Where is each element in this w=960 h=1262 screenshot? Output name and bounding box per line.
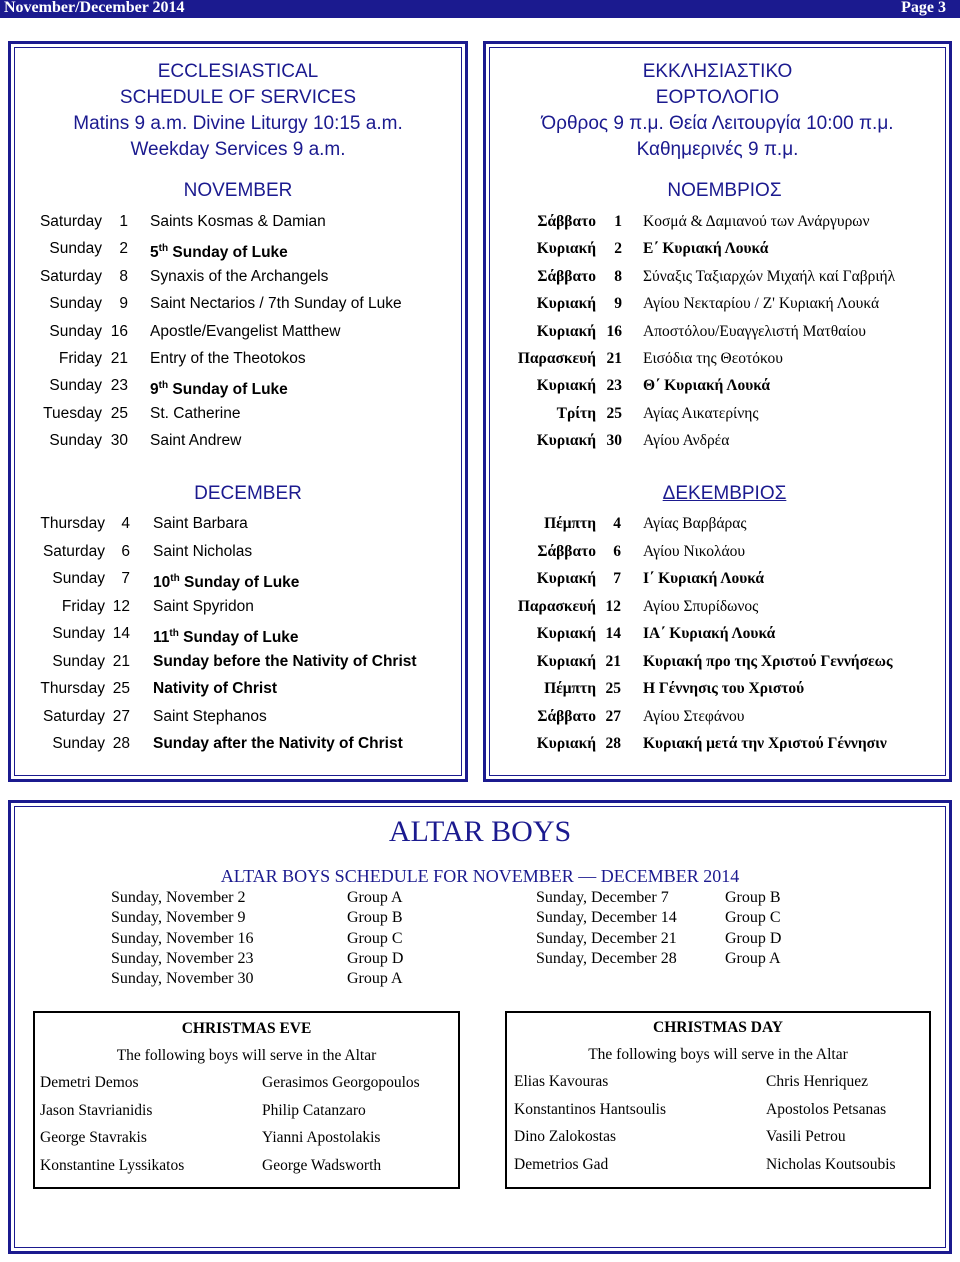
greek-dec-day: Πέμπτη [544,680,596,697]
christmas-day-subtitle: The following boys will serve in the Altar [588,1046,848,1063]
altar-boy-name: Konstantinos Hantsoulis [514,1100,666,1118]
english-nov-feast: Saint Nectarios / 7th Sunday of Luke [150,295,402,313]
greek-dec-row [0,623,960,645]
english-december-heading: DECEMBER [194,483,302,504]
greek-dec-feast: Η Γέννησις του Χριστού [643,680,805,697]
greek-nov-row [0,238,960,260]
greek-dec-row [0,541,960,563]
page-header-bar [0,0,960,18]
greek-nov-row [0,403,960,425]
altar-boy-name: Demetri Demos [40,1074,139,1091]
greek-dec-feast: Αγίου Νικολάου [643,542,746,560]
greek-dec-day: Κυριακή [536,570,596,587]
greek-nov-row [0,293,960,315]
greek-nov-date: 8 [614,267,622,285]
greek-dec-date: 7 [613,570,621,587]
greek-title [483,59,952,163]
page-number: Page 3 [901,0,946,16]
altar-schedule-group: Group A [347,970,403,988]
english-dec-date: 12 [112,597,130,615]
english-nov-date: 9 [119,295,128,313]
greek-service-times: Όρθρος 9 π.μ. Θεία Λειτουργία 10:00 π.μ. [541,113,894,134]
altar-boy-name: Gerasimos Georgopoulos [262,1074,420,1091]
greek-nov-row [0,348,960,370]
issue-date: November/December 2014 [4,0,185,16]
greek-dec-row [0,733,960,755]
greek-dec-date: 14 [605,625,621,642]
greek-dec-feast: Αγίου Στεφάνου [643,707,745,725]
greek-dec-feast: Ι΄ Κυριακή Λουκά [643,570,765,587]
greek-nov-feast: Ε΄ Κυριακή Λουκά [643,240,769,258]
greek-dec-row [0,651,960,673]
altar-schedule-group: Group B [347,909,403,927]
christmas-day-title: CHRISTMAS DAY [653,1019,783,1036]
english-nov-feast: Saints Kosmas & Damian [150,213,326,230]
greek-dec-row [0,596,960,618]
english-nov-day: Sunday [49,295,102,313]
altar-boy-name: George Stavrakis [40,1129,147,1146]
greek-nov-feast: Εισόδια της Θεοτόκου [643,350,783,367]
greek-nov-date: 1 [614,213,622,230]
english-nov-feast: Saint Andrew [150,432,242,450]
english-nov-feast: St. Catherine [150,404,241,422]
greek-nov-day: Κυριακή [536,377,596,395]
greek-nov-day: Κυριακή [536,432,596,450]
altar-boys-title: ALTAR BOYS [388,815,572,848]
altar-schedule-group: Group C [347,929,403,947]
english-nov-day: Sunday [49,322,102,340]
greek-dec-date: 6 [613,542,621,560]
greek-november-heading: ΝΟΕΜΒΡΙΟΣ [667,180,782,201]
altar-schedule-date: Sunday, November 23 [111,949,254,967]
greek-dec-date: 25 [605,680,621,697]
altar-schedule-group: Group D [347,949,404,967]
altar-boy-name: Philip Catanzaro [262,1101,366,1119]
altar-schedule-group: Group A [725,949,781,967]
greek-dec-date: 27 [605,707,621,725]
greek-dec-day: Κυριακή [536,625,596,642]
english-dec-date: 14 [112,625,130,642]
english-dec-date: 4 [121,515,130,532]
english-nov-day: Sunday [49,240,102,258]
english-dec-day: Sunday [52,735,105,752]
greek-dec-feast: Αγίου Σπυρίδωνος [643,597,759,615]
altar-boy-name: Nicholas Koutsoubis [766,1155,896,1173]
greek-dec-feast: ΙΑ΄ Κυριακή Λουκά [643,625,776,642]
altar-schedule-date: Sunday, November 16 [111,929,254,947]
greek-dec-feast: Κυριακή μετά την Χριστού Γέννησιν [643,735,887,752]
english-nov-feast: Apostle/Evangelist Matthew [150,322,341,340]
english-dec-date: 25 [112,680,130,697]
altar-schedule-date: Sunday, December 14 [536,909,677,927]
english-nov-day: Sunday [49,432,102,450]
english-dec-day: Thursday [40,515,105,532]
english-nov-feast: Synaxis of the Archangels [150,267,329,285]
english-nov-day: Tuesday [43,404,102,422]
greek-dec-date: 12 [605,597,621,615]
altar-boy-name: Apostolos Petsanas [766,1100,887,1118]
english-dec-day: Saturday [42,542,105,560]
altar-boy-name: Elias Kavouras [514,1073,609,1090]
greek-nov-day: Κυριακή [536,322,596,340]
english-dec-feast: Saint Nicholas [153,542,253,560]
greek-nov-feast: Αγίου Ανδρέα [643,432,730,450]
altar-boy-name: George Wadsworth [262,1156,382,1174]
english-dec-date: 7 [121,570,130,587]
english-dec-date: 21 [112,652,130,670]
english-title-1: ECCLESIASTICAL [157,61,319,82]
greek-nov-day: Κυριακή [536,295,596,313]
english-nov-day: Saturday [39,267,102,285]
english-dec-day: Thursday [40,680,105,697]
greek-nov-feast: Αγίου Νεκταρίου / Ζ' Κυριακή Λουκά [643,295,880,313]
english-nov-date: 21 [110,350,128,367]
greek-nov-feast: Κοσμά & Δαμιανού των Ανάργυρων [643,213,870,230]
greek-title-2: ΕΟΡΤΟΛΟΓΙΟ [655,87,780,108]
english-nov-day: Friday [58,350,102,367]
greek-dec-date: 21 [605,652,621,670]
english-dec-feast: Sunday before the Nativity of Christ [153,652,417,670]
altar-schedule-date: Sunday, December 7 [536,889,669,906]
english-dec-feast: 10th Sunday of Luke [153,573,300,592]
altar-boys-subtitle: ALTAR BOYS SCHEDULE FOR NOVEMBER — DECEMBER 2014 [220,866,740,886]
christmas-day-box [505,1011,931,1189]
altar-schedule-group: Group D [725,929,782,947]
greek-nov-row [0,211,960,233]
altar-schedule-date: Sunday, November 9 [111,909,246,927]
english-nov-feast: 5th Sunday of Luke [150,243,288,262]
altar-boy-name: Konstantine Lyssikatos [40,1156,185,1174]
greek-nov-row [0,266,960,288]
altar-schedule-date: Sunday, November 30 [111,970,254,988]
english-nov-feast: 9th Sunday of Luke [150,380,288,399]
greek-nov-row [0,430,960,452]
english-nov-date: 2 [119,240,128,258]
english-dec-day: Sunday [52,652,105,670]
greek-nov-day: Σάββατο [537,213,596,230]
altar-schedule-date: Sunday, November 2 [111,889,246,906]
altar-schedule-group: Group B [725,889,781,906]
english-nov-date: 25 [110,404,128,422]
greek-nov-day: Κυριακή [536,240,596,258]
greek-dec-day: Κυριακή [536,735,596,752]
greek-dec-date: 28 [605,735,621,752]
greek-dec-day: Σάββατο [537,707,596,725]
greek-nov-feast: Αποστόλου/Ευαγγελιστή Ματθαίου [643,322,866,340]
english-nov-date: 23 [110,377,128,395]
greek-title-1: ΕΚΚΛΗΣΙΑΣΤΙΚΟ [642,61,793,82]
english-dec-day: Friday [61,597,105,615]
english-nov-day: Saturday [39,213,102,230]
english-title [8,59,468,163]
english-nov-feast: Entry of the Theotokos [150,350,306,367]
english-nov-date: 1 [119,213,128,230]
greek-dec-date: 4 [613,515,621,532]
altar-boy-name: Dino Zalokostas [514,1128,617,1145]
greek-nov-date: 21 [606,350,622,367]
greek-dec-row [0,568,960,590]
greek-nov-day: Παρασκευή [517,350,596,367]
greek-nov-date: 9 [614,295,622,313]
greek-nov-feast: Σύναξις Ταξιαρχών Μιχαήλ καί Γαβριήλ [643,267,896,285]
greek-dec-row [0,513,960,535]
christmas-eve-box [33,1011,460,1189]
greek-nov-date: 30 [606,432,622,450]
altar-schedule-group: Group C [725,909,781,927]
english-nov-day: Sunday [49,377,102,395]
english-dec-feast: Saint Stephanos [153,707,267,725]
greek-weekday-times: Καθημερινές 9 π.μ. [636,139,799,160]
christmas-eve-subtitle: The following boys will serve in the Altar [116,1047,377,1064]
english-dec-day: Sunday [52,625,105,642]
greek-dec-feast: Κυριακή προ της Χριστού Γεννήσεως [643,652,893,670]
english-dec-feast: 11th Sunday of Luke [153,628,299,647]
greek-nov-row [0,375,960,397]
greek-nov-date: 2 [614,240,622,258]
greek-dec-day: Παρασκευή [517,597,596,615]
altar-boy-name: Jason Stavrianidis [40,1101,153,1119]
greek-dec-row [0,706,960,728]
english-dec-feast: Saint Spyridon [153,597,254,615]
english-service-times: Matins 9 a.m. Divine Liturgy 10:15 a.m. [73,113,403,134]
english-weekday-times: Weekday Services 9 a.m. [130,139,346,160]
greek-nov-feast: Αγίας Αικατερίνης [643,404,759,422]
greek-nov-day: Σάββατο [537,267,596,285]
altar-schedule-date: Sunday, December 28 [536,949,677,967]
english-dec-feast: Sunday after the Nativity of Christ [153,735,403,752]
greek-dec-day: Σάββατο [537,542,596,560]
english-dec-feast: Saint Barbara [153,515,248,532]
english-dec-day: Saturday [42,707,105,725]
greek-nov-date: 23 [606,377,622,395]
english-dec-date: 28 [112,735,130,752]
altar-boy-name: Chris Henriquez [766,1073,869,1090]
english-nov-date: 30 [110,432,128,450]
english-dec-date: 6 [121,542,130,560]
greek-dec-day: Κυριακή [536,652,596,670]
greek-nov-feast: Θ΄ Κυριακή Λουκά [643,377,771,395]
greek-nov-day: Τρίτη [556,404,596,422]
english-november-heading: NOVEMBER [183,180,293,201]
greek-dec-feast: Αγίας Βαρβάρας [643,515,747,532]
english-dec-day: Sunday [52,570,105,587]
altar-boy-name: Demetrios Gad [514,1155,609,1173]
greek-dec-day: Πέμπτη [544,515,596,532]
greek-nov-date: 25 [606,404,622,422]
altar-schedule-date: Sunday, December 21 [536,929,677,947]
altar-boy-name: Vasili Petrou [766,1128,846,1145]
english-dec-date: 27 [112,707,130,725]
english-nov-date: 8 [119,267,128,285]
christmas-eve-title: CHRISTMAS EVE [181,1020,312,1037]
greek-dec-row [0,678,960,700]
greek-nov-row [0,321,960,343]
english-nov-date: 16 [110,322,128,340]
english-dec-feast: Nativity of Christ [153,680,278,697]
altar-schedule-group: Group A [347,889,403,906]
english-title-2: SCHEDULE OF SERVICES [119,87,357,108]
altar-boy-name: Yianni Apostolakis [262,1129,381,1146]
greek-december-heading: ΔΕΚΕΜΒΡΙΟΣ [662,483,787,504]
greek-nov-date: 16 [606,322,622,340]
